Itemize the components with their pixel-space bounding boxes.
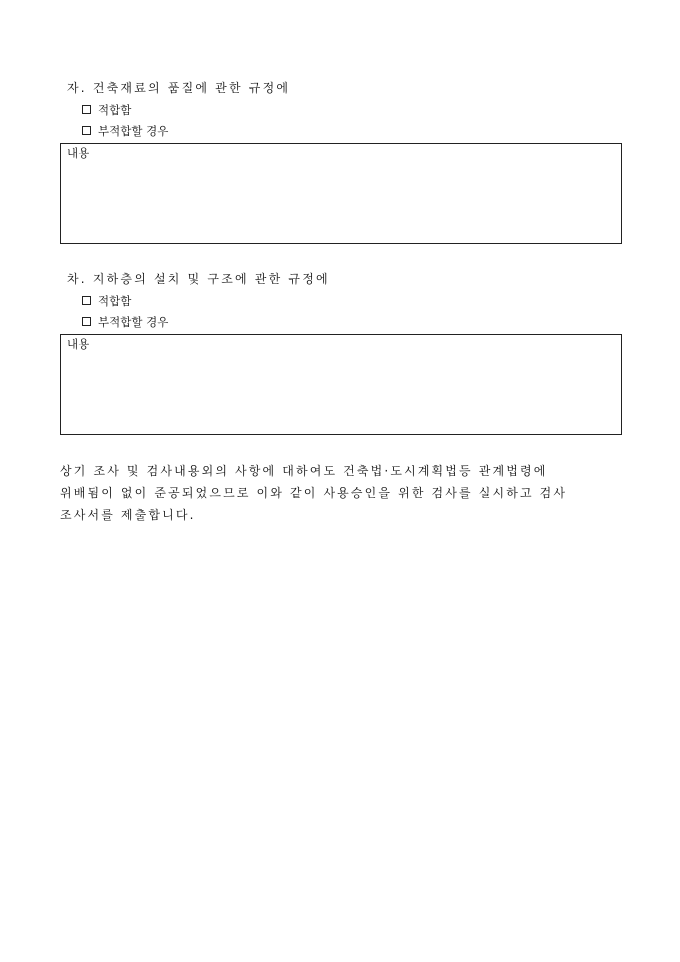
option-conform-label: 적합함 [98,293,132,308]
option-conform[interactable] [82,290,622,311]
closing-line-2: 위배됨이 없이 준공되었으므로 이와 같이 사용승인을 위한 검사를 실시하고 검사 [60,486,568,500]
section-building-materials [60,80,622,244]
checkbox-conform[interactable] [82,105,91,114]
closing-line-3: 조사서를 제출합니다. [60,508,196,522]
checkbox-nonconform[interactable] [82,317,91,326]
section-title: 자. 건축재료의 품질에 관한 규정에 [67,81,291,95]
checkbox-nonconform[interactable] [82,126,91,135]
option-nonconform-label: 부적합할 경우 [98,123,169,138]
closing-line-1: 상기 조사 및 검사내용외의 사항에 대하여도 건축법·도시계획법등 관계법령에 [60,464,548,478]
content-label: 내용 [67,337,90,351]
option-nonconform[interactable] [82,120,622,141]
section-title: 차. 지하층의 설치 및 구조에 관한 규정에 [67,272,330,286]
content-label: 내용 [67,146,90,160]
content-box[interactable] [60,143,622,244]
option-nonconform-label: 부적합할 경우 [98,314,169,329]
closing-statement [60,460,622,526]
option-nonconform[interactable] [82,311,622,332]
option-conform-label: 적합함 [98,102,132,117]
checkbox-conform[interactable] [82,296,91,305]
option-conform[interactable] [82,99,622,120]
content-box[interactable] [60,334,622,435]
section-basement [60,271,622,435]
